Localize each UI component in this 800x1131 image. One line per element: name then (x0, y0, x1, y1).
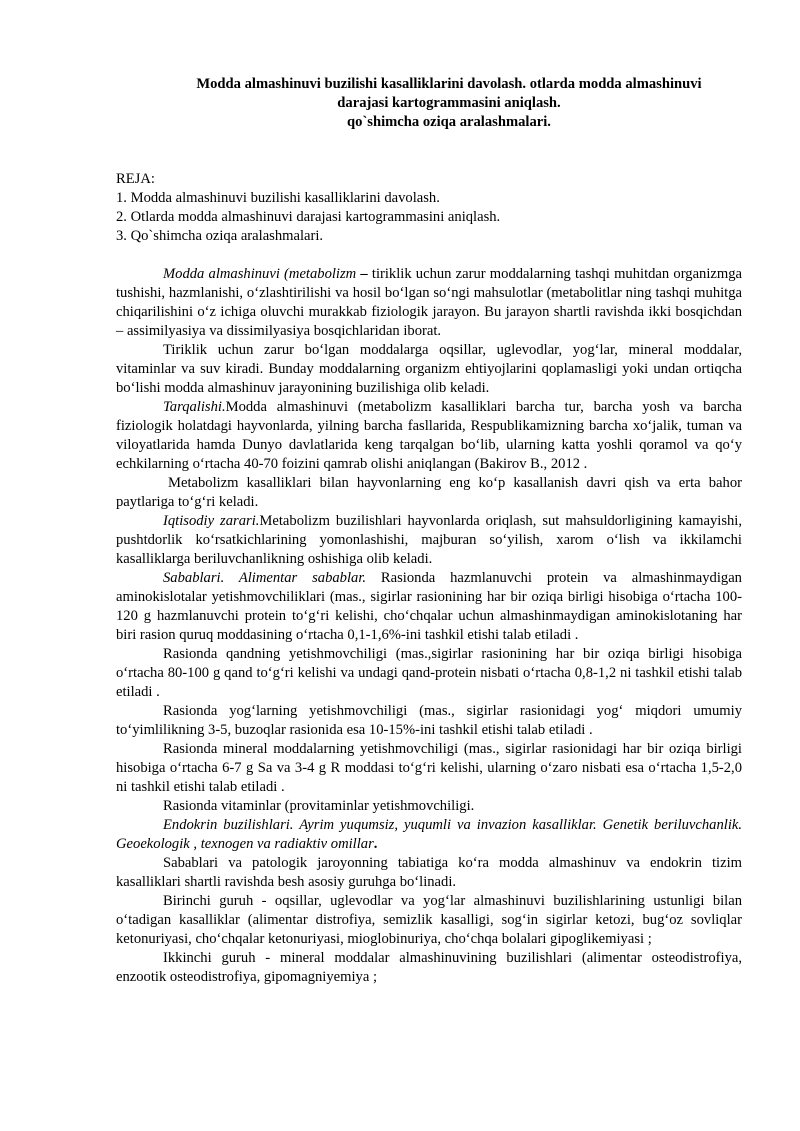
paragraph-text: Rasionda hazmlanuvchi protein va almashinmaydigan aminokislotalar yetishmovchiliklari (mas., sigirlar rasionining har bir oziqa birligi hisobiga oʻrtacha 100-120 g hazmlanuvchi protein toʻgʻri kelishi, choʻchqalar uchun almashinmaydigan aminokislotaning har biri rasion quruq moddasining oʻrtacha 0,1-1,6%-ini tashkil etishi talab etiladi . (116, 570, 742, 643)
paragraph-sugar: Rasionda qandning yetishmovchiligi (mas.,sigirlar rasionining har bir oziqa birligi hisobiga oʻrtacha 80-100 g qand toʻgʻri kelishi va undagi qand-protein nisbati oʻrtacha 0,8-1,2 ni tashkil etishi talab etiladi . (116, 646, 742, 700)
title-line-1: Modda almashinuvi buzilishi kasalliklarini davolash. otlarda modda almashinuvi (196, 76, 702, 92)
paragraph-groups: Sabablari va patologik jaroyonning tabiatiga koʻra modda almashinuv va endokrin tizim kasalliklari shartli ravishda besh asosiy guruhga boʻlinadi. (116, 855, 742, 890)
paragraph-economic-damage (116, 512, 742, 569)
paragraph-endocrine (116, 816, 742, 854)
document-title (116, 75, 742, 132)
term-emphasis: Endokrin buzilishlari. Ayrim yuqumsiz, yuqumli va invazion kasalliklar. Genetik beriluvchanlik. Geoekologik , texnogen va radiaktiv omillar (116, 817, 742, 852)
document-page (116, 75, 742, 987)
paragraph-text: Metabolizm buzilishlari hayvonlarda oriqlash, sut mahsuldorligining kamayishi, pushtdorlik koʻrsatkichlarining yomonlashishi, majburan soʻyilish, xarom oʻlish va ikkilamchi kasalliklarga beriluvchanlikning oshishiga olib keladi. (116, 513, 742, 567)
paragraph-text: tiriklik uchun zarur moddalarning tashqi muhitdan organizmga tushishi, hazmlanishi, oʻzlashtirilishi va hosil boʻlgan soʻngi mahsulotlar (metabolitlar ning tashqi muhitga chiqarilishini oʻz ichiga oluvchi murakkab fiziologik jarayon. Bu jarayon shartli ravishda ikki bosqichdan – assimilyasiya va dissimilyasiya bosqichlaridan iborat. (116, 266, 743, 339)
term-emphasis: Iqtisodiy zarari. (163, 513, 260, 529)
dash: – (356, 266, 372, 282)
plan-heading: REJA: (116, 171, 155, 187)
paragraph-vitamins: Rasionda vitaminlar (provitaminlar yetishmovchiligi. (163, 798, 475, 814)
title-line-3: qo`shimcha oziqa aralashmalari. (347, 114, 551, 130)
paragraph-group-one: Birinchi guruh - oqsillar, uglevodlar va yogʻlar almashinuvi buzilishlarining ustunligi bilan oʻtadigan kasalliklar (alimentar distrofiya, semizlik kasalligi, sogʻin sigirlar ketozi, bugʻoz sovliqlar ketonuriyasi, choʻchqalar ketonuriyasi, mioglobinuriya, choʻchqa bolalari gipoglikemiyasi ; (116, 893, 742, 947)
paragraph-season: Metabolizm kasalliklari bilan hayvonlarning eng koʻp kasallanish davri qish va erta bahor paytlariga toʻgʻri keladi. (116, 475, 742, 510)
term-emphasis: Sabablari. Alimentar sabablar. (163, 570, 367, 586)
paragraph-nutrients: Tiriklik uchun zarur boʻlgan moddalarga oqsillar, uglevodlar, yogʻlar, mineral moddalar, vitaminlar va suv kiradi. Bunday moddalarning organizm ehtiyojlarini qoplamasligi yoki undan ortiqcha boʻlishi modda almashinuv jarayonining buzilishiga olib keladi. (116, 342, 742, 396)
plan-item: 1. Modda almashinuvi buzilishi kasalliklarini davolash. (116, 190, 440, 206)
paragraph-distribution (116, 398, 742, 474)
document-body (116, 265, 742, 987)
plan-item: 3. Qo`shimcha oziqa aralashmalari. (116, 228, 324, 244)
title-line-2: darajasi kartogrammasini aniqlash. (337, 95, 561, 111)
plan-section (116, 170, 742, 246)
period: . (373, 836, 378, 852)
paragraph-text: Modda almashinuvi (metabolizm kasalliklari barcha tur, barcha yosh va barcha fiziologik holatdagi hayvonlarda, yilning barcha fasllarida, Respublikamizning barcha xoʻjalik, tuman va viloyatlarida hamda Dunyo davlatlarida keng tarqalgan boʻlib, ularning katta yoshli qoramol va qoʻy echkilarning oʻrtacha 40-70 foizini qamrab olishi aniqlangan (Bakirov B., 2012 . (116, 399, 742, 472)
term-emphasis: Tarqalishi. (163, 399, 226, 415)
plan-item: 2. Otlarda modda almashinuvi darajasi kartogrammasini aniqlash. (116, 209, 501, 225)
paragraph-metabolism-definition (116, 265, 742, 341)
paragraph-causes (116, 569, 742, 645)
paragraph-minerals: Rasionda mineral moddalarning yetishmovchiligi (mas., sigirlar rasionidagi har bir oziqa birligi hisobiga oʻrtacha 6-7 g Sa va 3-4 g R moddasi toʻgʻri kelishi, ularning oʻzaro nisbati esa oʻrtacha 1,5-2,0 ni tashkil etishi talab etiladi . (116, 741, 742, 795)
paragraph-group-two: Ikkinchi guruh - mineral moddalar almashinuvining buzilishlari (alimentar osteodistrofiya, enzootik osteodistrofiya, gipomagniyemiya ; (116, 950, 742, 985)
paragraph-fats: Rasionda yogʻlarning yetishmovchiligi (mas., sigirlar rasionidagi yogʻ miqdori umumiy toʻyimlilikning 3-5, buzoqlar rasionida esa 10-15%-ini tashkil etishi talab etiladi . (116, 703, 742, 738)
term-emphasis: Modda almashinuvi (metabolizm (163, 266, 357, 282)
